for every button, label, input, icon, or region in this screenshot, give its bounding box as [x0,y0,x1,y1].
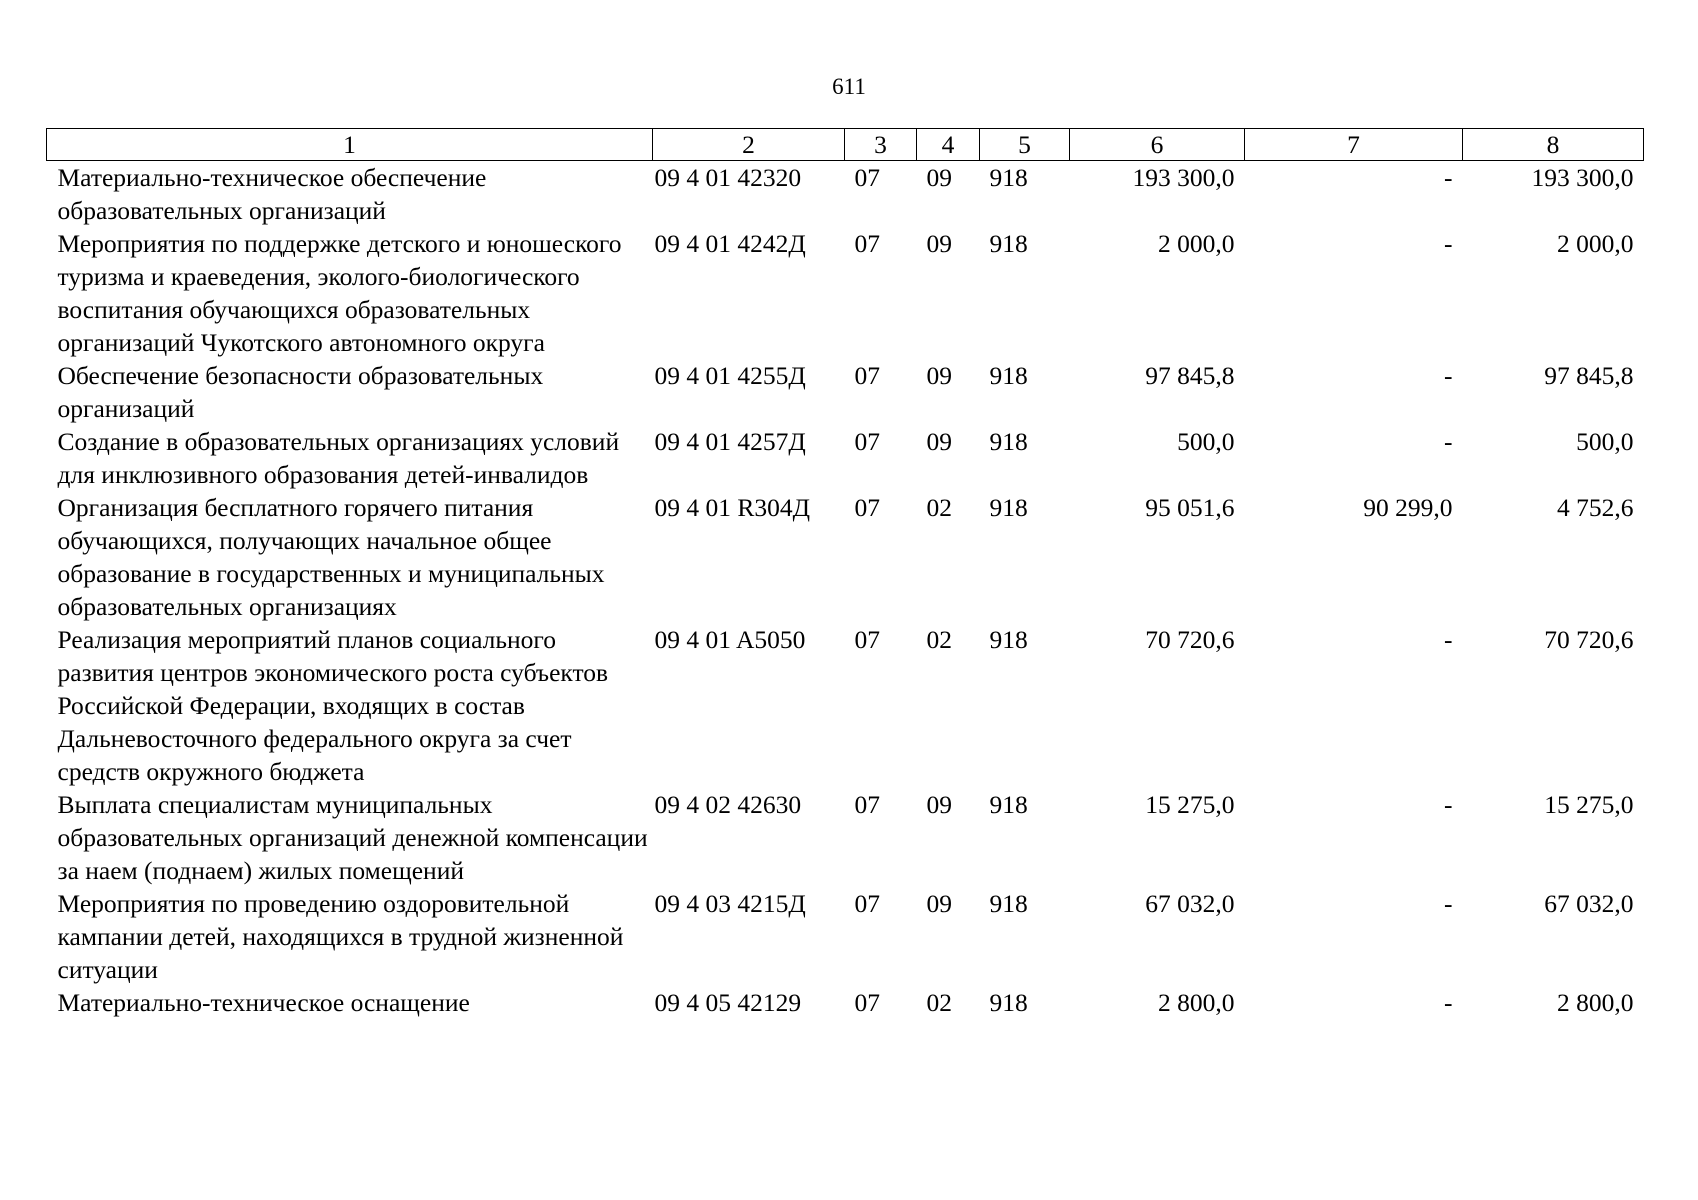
row-section: 07 [854,163,880,192]
row-subsection: 09 [926,889,952,918]
row-regional: 2 800,0 [1557,988,1634,1017]
header-col-8: 8 [1463,129,1644,161]
row-subsection: 09 [926,163,952,192]
row-total: 2 800,0 [1158,988,1235,1017]
row-grbs: 918 [989,361,1028,390]
row-total: 15 275,0 [1145,790,1235,819]
row-regional: 70 720,6 [1544,625,1634,654]
row-section: 07 [854,988,880,1017]
row-regional: 193 300,0 [1531,163,1634,192]
row-code: 09 4 01 A5050 [654,625,806,654]
row-subsection: 09 [926,361,952,390]
row-code: 09 4 02 42630 [654,790,802,819]
table-row [47,359,1644,425]
row-name: Материально-техническое оснащение [57,988,470,1017]
row-grbs: 918 [989,790,1028,819]
row-subsection: 02 [926,493,952,522]
row-name: Обеспечение безопасности образовательных организаций [57,361,544,423]
row-code: 09 4 01 4255Д [654,361,806,390]
row-regional: 4 752,6 [1557,493,1634,522]
row-code: 09 4 01 4242Д [654,229,806,258]
header-col-4: 4 [917,129,980,161]
row-subsection: 09 [926,427,952,456]
row-name: Выплата специалистам муниципальных образовательных организаций денежной компенсации за наем (поднаем) жилых помещений [57,790,648,885]
row-grbs: 918 [989,889,1028,918]
table-row [47,161,1644,228]
row-code: 09 4 01 4257Д [654,427,806,456]
header-col-6: 6 [1070,129,1245,161]
row-federal: - [1444,988,1453,1017]
header-row [47,129,1644,161]
row-code: 09 4 03 4215Д [654,889,806,918]
row-total: 193 300,0 [1132,163,1235,192]
row-federal: - [1444,163,1453,192]
row-name: Мероприятия по проведению оздоровительной кампании детей, находящихся в трудной жизненной ситуации [57,889,624,984]
table-row [47,623,1644,788]
row-federal: - [1444,361,1453,390]
row-regional: 67 032,0 [1544,889,1634,918]
row-grbs: 918 [989,988,1028,1017]
row-regional: 500,0 [1576,427,1634,456]
row-subsection: 02 [926,625,952,654]
row-subsection: 02 [926,988,952,1017]
row-name: Материально-техническое обеспечение образовательных организаций [57,163,487,225]
table-row [47,491,1644,623]
row-code: 09 4 01 42320 [654,163,802,192]
row-section: 07 [854,229,880,258]
row-section: 07 [854,790,880,819]
row-section: 07 [854,427,880,456]
table-row [47,986,1644,1021]
row-name: Организация бесплатного горячего питания обучающихся, получающих начальное общее образование в государственных и муниципальных образовательных организациях [57,493,605,621]
row-section: 07 [854,361,880,390]
row-federal: - [1444,790,1453,819]
table-row [47,788,1644,887]
row-regional: 97 845,8 [1544,361,1634,390]
header-col-3: 3 [845,129,917,161]
row-subsection: 09 [926,229,952,258]
row-regional: 15 275,0 [1544,790,1634,819]
header-col-7: 7 [1245,129,1463,161]
header-col-1: 1 [47,129,653,161]
row-grbs: 918 [989,493,1028,522]
row-name: Мероприятия по поддержке детского и юношеского туризма и краеведения, эколого-биологического воспитания обучающихся образовательных организаций Чукотского автономного округа [57,229,622,357]
row-federal: 90 299,0 [1363,493,1453,522]
row-total: 500,0 [1177,427,1235,456]
row-section: 07 [854,889,880,918]
row-section: 07 [854,493,880,522]
row-total: 97 845,8 [1145,361,1235,390]
page-number: 611 [832,74,866,99]
row-total: 67 032,0 [1145,889,1235,918]
row-subsection: 09 [926,790,952,819]
row-grbs: 918 [989,163,1028,192]
row-grbs: 918 [989,625,1028,654]
row-federal: - [1444,229,1453,258]
header-col-5: 5 [980,129,1070,161]
row-total: 2 000,0 [1158,229,1235,258]
row-total: 70 720,6 [1145,625,1235,654]
row-code: 09 4 05 42129 [654,988,802,1017]
row-grbs: 918 [989,427,1028,456]
row-code: 09 4 01 R304Д [654,493,811,522]
row-federal: - [1444,889,1453,918]
row-regional: 2 000,0 [1557,229,1634,258]
row-name: Реализация мероприятий планов социального развития центров экономического роста субъектов Российской Федерации, входящих в состав Дальневосточного федерального округа за счет средств окружного бюджета [57,625,609,786]
row-total: 95 051,6 [1145,493,1235,522]
table-row [47,887,1644,986]
budget-table [46,128,1644,1021]
table-row [47,425,1644,491]
row-grbs: 918 [989,229,1028,258]
row-federal: - [1444,625,1453,654]
table-row [47,227,1644,359]
row-section: 07 [854,625,880,654]
header-col-2: 2 [653,129,845,161]
row-federal: - [1444,427,1453,456]
row-name: Создание в образовательных организациях условий для инклюзивного образования детей-инвалидов [57,427,620,489]
